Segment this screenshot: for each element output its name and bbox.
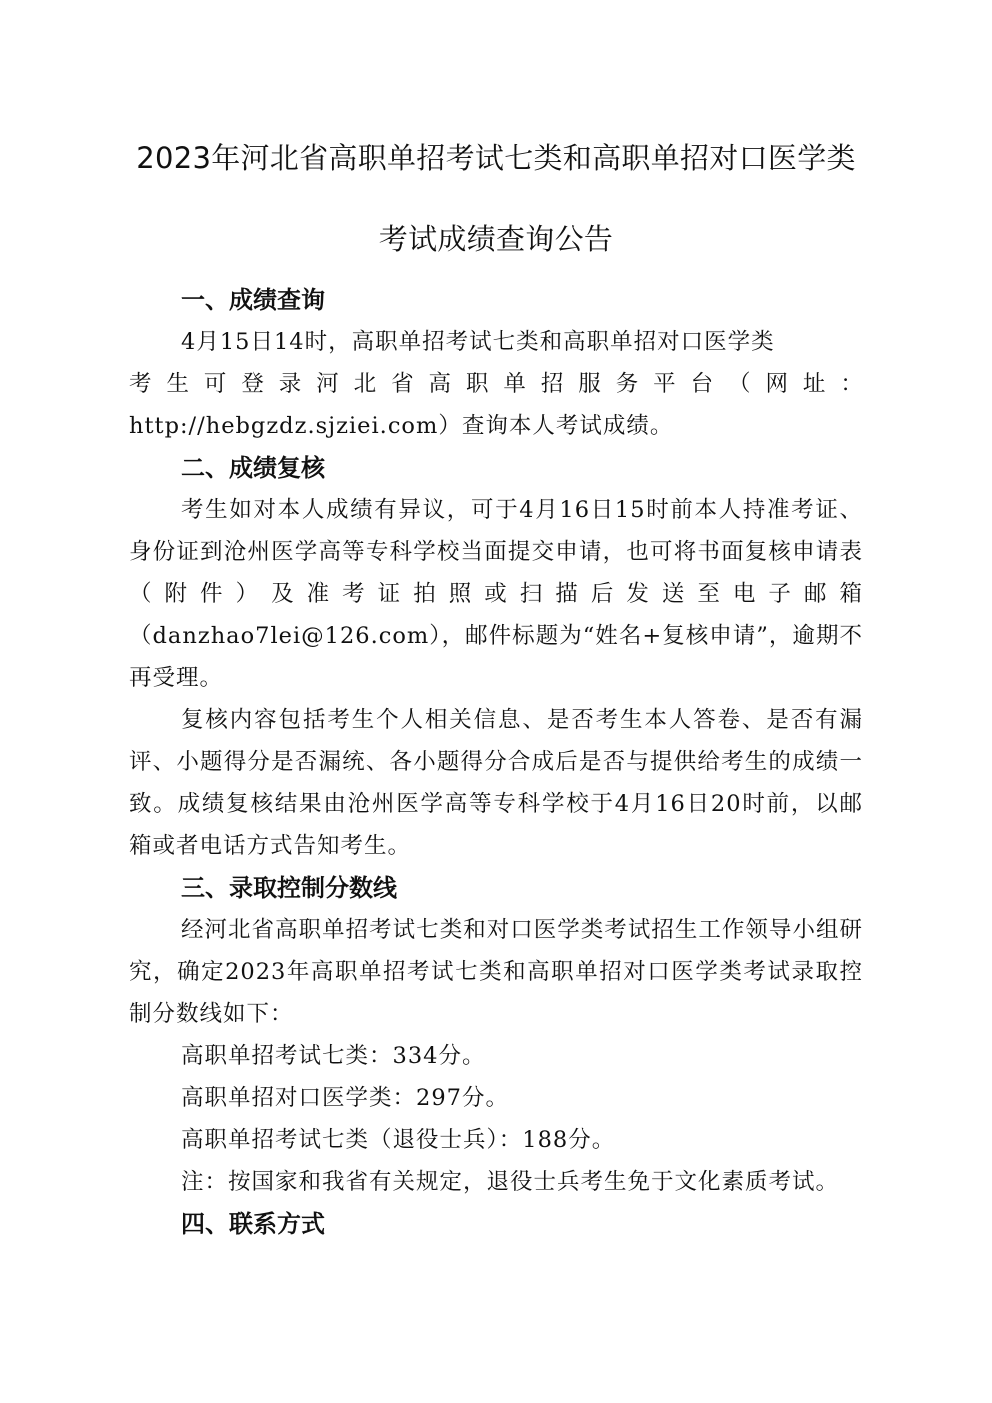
cutoff-scores-note: 注：按国家和我省有关规定，退役士兵考生免于文化素质考试。	[181, 1169, 840, 1195]
document-page	[129, 138, 863, 1245]
spread-char: 单	[503, 371, 526, 397]
spread-char: ：	[840, 371, 863, 397]
section-heading-contact: 四、联系方式	[181, 1210, 325, 1238]
spread-char: 河	[316, 371, 339, 397]
spread-char: 招	[540, 371, 564, 397]
spread-char: 服	[578, 371, 601, 397]
score-query-text-line-3: http://hebgzdz.sjziei.com）查询本人考试成绩。	[129, 413, 674, 439]
spread-char: 录	[278, 371, 302, 397]
score-query-text-line-1: 4月15日14时，高职单招考试七类和高职单招对口医学类	[181, 329, 775, 355]
spread-char: 省	[391, 371, 414, 397]
cutoff-scores-intro-paragraph: 经河北省高职单招考试七类和对口医学类考试招生工作领导小组研究，确定2023年高职单招考试七类和高职单招对口医学类考试录取控制分数线如下：	[129, 917, 863, 1027]
cutoff-score-medical: 高职单招对口医学类：297分。	[181, 1085, 509, 1111]
spread-char: 可	[203, 371, 227, 397]
spread-char: 台	[690, 371, 714, 397]
score-query-text-line-2	[129, 363, 863, 405]
section-heading-score-query: 一、成绩查询	[181, 286, 325, 314]
spread-char: 平	[653, 371, 676, 397]
document-title-line-2: 考试成绩查询公告	[378, 222, 614, 256]
score-review-paragraph-application: 考生如对本人成绩有异议，可于4月16日15时前本人持准考证、身份证到沧州医学高等专科学校当面提交申请，也可将书面复核申请表（附件）及准考证拍照或扫描后发送至电子邮箱（danzhao7lei@126.com），邮件标题为“姓名+复核申请”，逾期不再受理。	[129, 497, 863, 691]
spread-char: 务	[615, 371, 639, 397]
spread-char: 高	[428, 371, 452, 397]
spread-char: （	[728, 371, 751, 397]
cutoff-score-category-seven: 高职单招考试七类：334分。	[181, 1043, 486, 1069]
spread-char: 北	[353, 371, 377, 397]
spread-char: 登	[241, 371, 264, 397]
spread-char: 职	[465, 371, 489, 397]
spread-char: 生	[166, 371, 189, 397]
cutoff-score-veterans: 高职单招考试七类（退役士兵）：188分。	[181, 1127, 616, 1153]
section-heading-cutoff-scores: 三、录取控制分数线	[181, 874, 397, 902]
document-title-line-1: 2023年河北省高职单招考试七类和高职单招对口医学类	[136, 141, 856, 175]
spread-char: 网	[765, 371, 788, 397]
spread-char: 址	[802, 371, 826, 397]
spread-char: 考	[129, 371, 152, 397]
score-review-paragraph-content: 复核内容包括考生个人相关信息、是否考生本人答卷、是否有漏评、小题得分是否漏统、各小题得分合成后是否与提供给考生的成绩一致。成绩复核结果由沧州医学高等专科学校于4月16日20时前，以邮箱或者电话方式告知考生。	[129, 707, 863, 859]
section-heading-score-review: 二、成绩复核	[181, 454, 325, 482]
